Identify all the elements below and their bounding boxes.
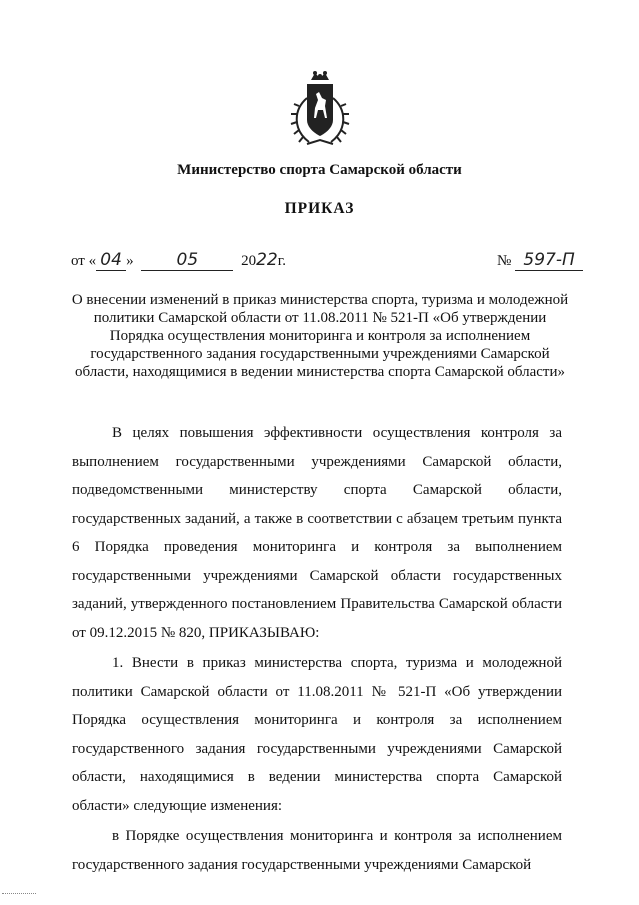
page-edge-mark — [2, 893, 36, 894]
order-number — [497, 250, 583, 271]
body-paragraph-3: в Порядке осуществления мониторинга и контроля за исполнением государственного задания государственными учреждениями Самарской — [72, 828, 562, 873]
date-year-prefix: 20 — [241, 253, 257, 269]
date-quote: » — [126, 253, 134, 269]
ministry-title: Министерство спорта Самарской области — [177, 162, 462, 178]
order-subject: О внесении изменений в приказ министерства спорта, туризма и молодежной политики Самарской области от 11.08.2011 № 521-П «Об утверждении Порядка осуществления мониторинга и контроля за исполнением государственного задания государственными учреждениями Самарской области, находящимися в ведении министерства спорта Самарской области» — [71, 292, 569, 380]
date-month: 05 — [141, 250, 233, 271]
body-paragraph-2: 1. Внести в приказ министерства спорта, туризма и молодежной политики Самарской области от 11.08.2011 № 521-П «Об утверждении Порядка осуществления мониторинга и контроля за исполнением государственного задания государственными учреждениями Самарской области, находящимися в ведении министерства спорта Самарской области» следующие изменения: — [72, 655, 562, 814]
order-date — [71, 250, 286, 271]
date-year-end: г. — [277, 253, 286, 269]
number-value: 597-П — [515, 250, 583, 271]
samara-coat-of-arms-icon — [285, 70, 355, 150]
body-paragraph-1: В целях повышения эффективности осуществления контроля за выполнением государственными учреждениями Самарской области, подведомственными министерству спорта Самарской области, государственных заданий, а также в соответствии с абзацем третьим пункта 6 Порядка проведения мониторинга и контроля за выполнением государственными учреждениями Самарской области государственных заданий, утвержденного постановлением Правительства Самарской области от 09.12.2015 № 820, ПРИКАЗЫВАЮ: — [72, 425, 562, 641]
number-label: № — [497, 253, 512, 269]
document-type-title: ПРИКАЗ — [284, 200, 355, 217]
date-prefix: от « — [71, 253, 97, 269]
date-day: 04 — [96, 250, 126, 271]
order-body — [72, 419, 562, 879]
date-year-suffix: 22 — [256, 250, 278, 270]
